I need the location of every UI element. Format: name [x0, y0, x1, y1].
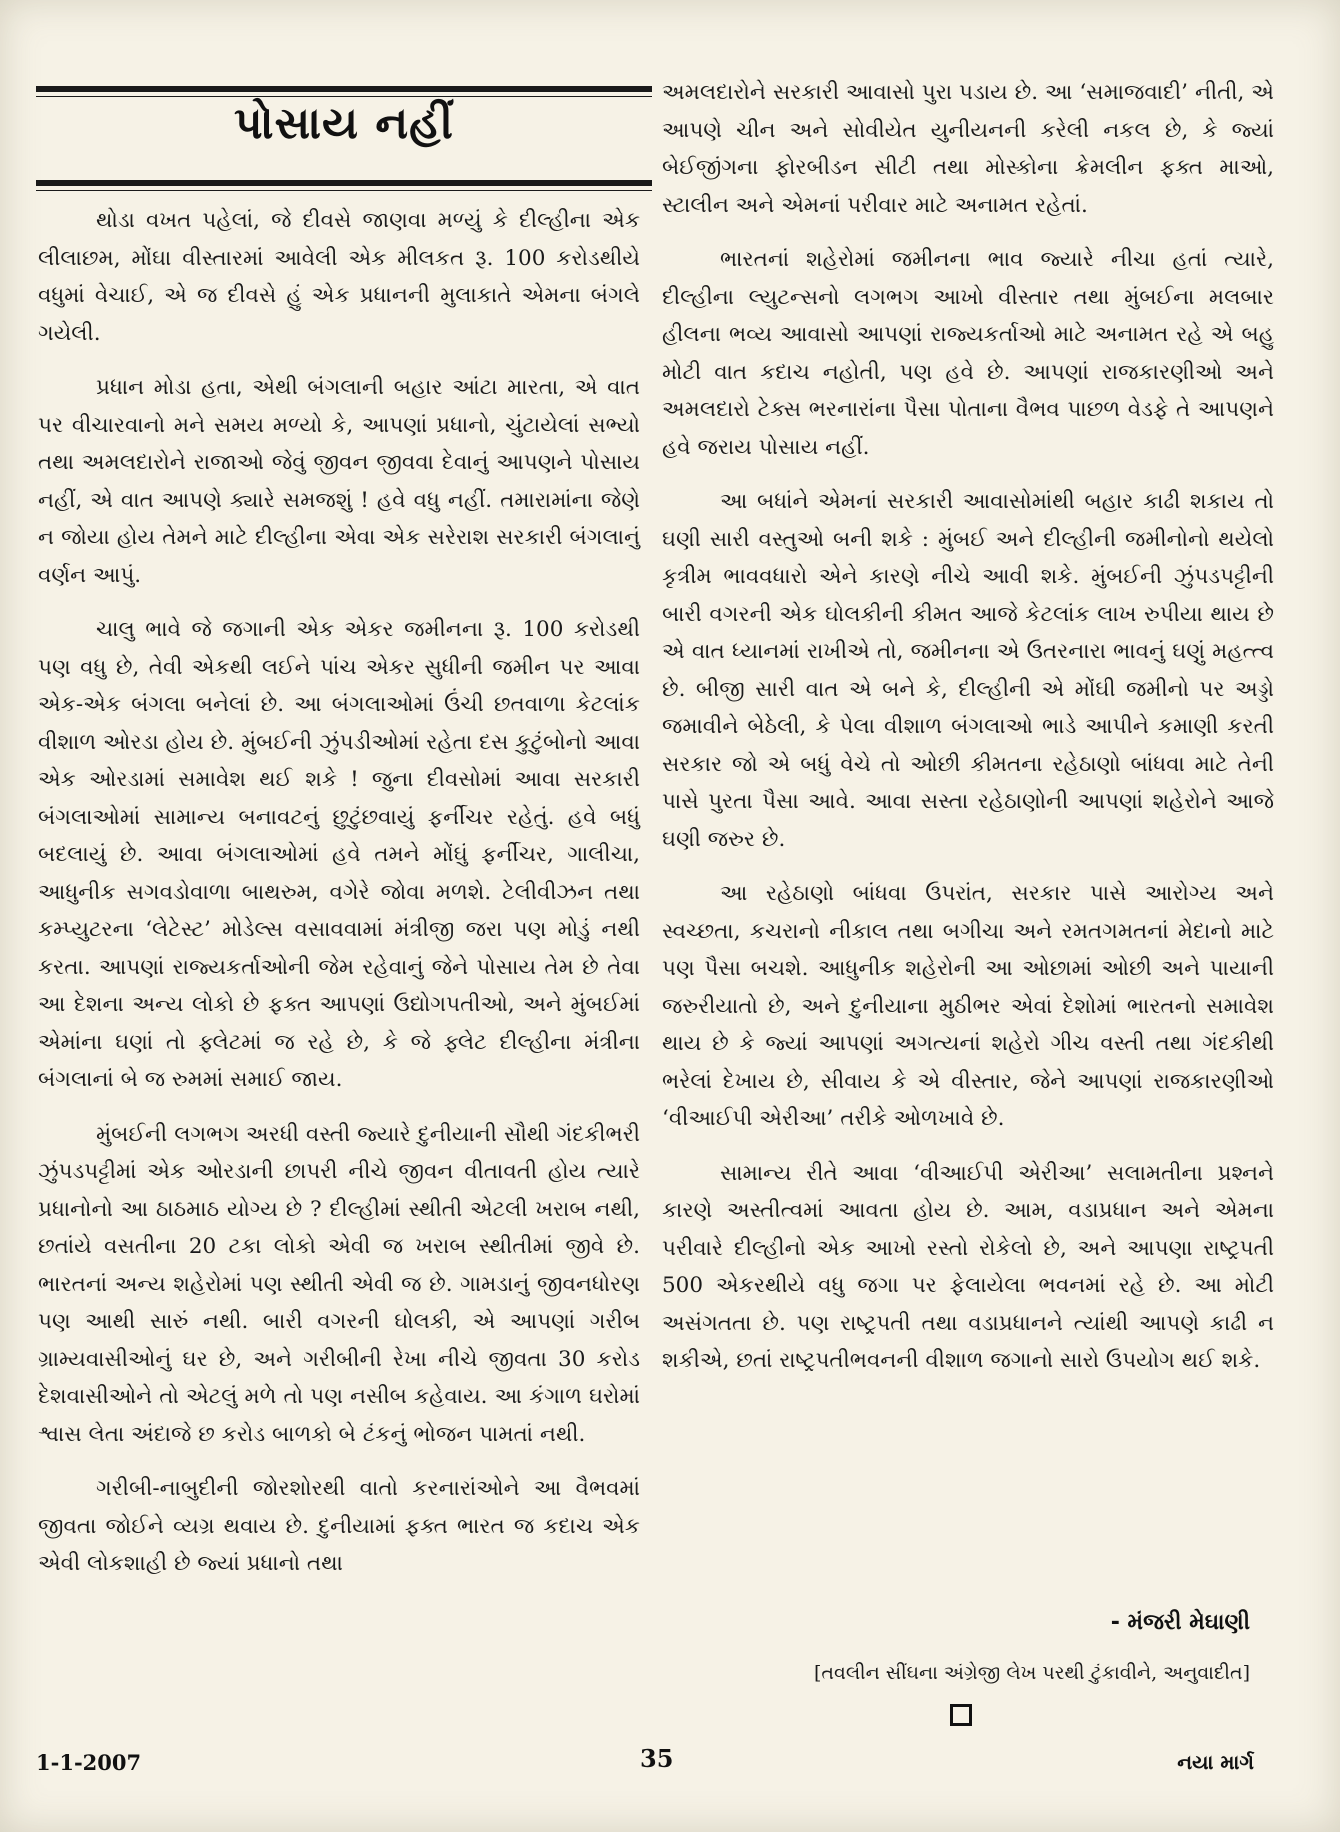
paragraph: ભારતનાં શહેરોમાં જમીનના ભાવ જ્યારે નીચા હતાં ત્યારે, દીલ્હીના લ્યુટન્સનો લગભગ આખો વીસ્તાર તથા મુંબઈના મલબાર હીલના ભવ્ય આવાસો આપણાં રાજ્યકર્તાઓ માટે અનામત રહે એ બહુ મોટી વાત કદાચ નહોતી, પણ હવે છે. આપણાં રાજકારણીઓ અને અમલદારો ટેક્સ ભરનારાંના પૈસા પોતાના વૈભવ પાછળ વેડફે તે આપણને હવે જરાય પોસાય નહીં. — [662, 247, 1274, 460]
footer-date: 1-1-2007 — [36, 1750, 142, 1775]
title-rule-bottom — [36, 180, 652, 186]
paragraph: મુંબઈની લગભગ અરધી વસ્તી જ્યારે દુનીયાની સૌથી ગંદકીભરી ઝુંપડપટ્ટીમાં એક ઓરડાની છાપરી નીચે જીવન વીતાવતી હોય ત્યારે પ્રધાનોનો આ ઠાઠમાઠ યોગ્ય છે ? દીલ્હીમાં સ્થીતી એટલી ખરાબ નથી, છતાંયે વસતીના 20 ટકા લોકો એવી જ ખરાબ સ્થીતીમાં જીવે છે. ભારતનાં અન્ય શહેરોમાં પણ સ્થીતી એવી જ છે. ગામડાનું જીવનધોરણ પણ આથી સારું નથી. બારી વગરની ઘોલકી, એ આપણાં ગરીબ ગ્રામ્યવાસીઓનું ઘર છે, અને ગરીબીની રેખા નીચે જીવતા 30 કરોડ દેશવાસીઓને તો એટલું મળે તો પણ નસીબ કહેવાય. આ કંગાળ ઘરોમાં શ્વાસ લેતા અંદાજે છ કરોડ બાળકો બે ટંકનું ભોજન પામતાં નથી. — [38, 1121, 640, 1447]
paragraph: ચાલુ ભાવે જે જગાની એક એકર જમીનના રૂ. 100 કરોડથી પણ વધુ છે, તેવી એકથી લઈને પાંચ એકર સુધીની જમીન પર આવા એક-એક બંગલા બનેલાં છે. આ બંગલાઓમાં ઉંચી છતવાળા કેટલાંક વીશાળ ઓરડા હોય છે. મુંબઈની ઝુંપડીઓમાં રહેતા દસ કુટુંબોનો આવા એક ઓરડામાં સમાવેશ થઈ શકે ! જુના દીવસોમાં આવા સરકારી બંગલાઓમાં સામાન્ય બનાવટનું છુટુંછવાયું ફર્નીચર રહેતું. હવે બધું બદલાયું છે. આવા બંગલાઓમાં હવે તમને મોંઘું ફર્નીચર, ગાલીચા, આધુનીક સગવડોવાળા બાથરુમ, વગેરે જોવા મળશે. ટેલીવીઝન તથા કમ્પ્યુટરના ‘લેટેસ્ટ’ મોડેલ્સ વસાવવામાં મંત્રીજી જરા પણ મોડું નથી કરતા. આપણાં રાજ્યકર્તાઓની જેમ રહેવાનું જેને પોસાય તેમ છે તેવા આ દેશના અન્ય લોકો છે ફક્ત આપણાં ઉદ્યોગપતીઓ, અને મુંબઈમાં એમાંના ઘણાં તો ફ્લેટમાં જ રહે છે, કે જે ફ્લેટ દીલ્હીના મંત્રીના બંગલાનાં બે જ રુમમાં સમાઈ જાય. — [38, 617, 640, 1092]
article-title: પોસાય નહીં — [234, 98, 454, 149]
paragraph: પ્રધાન મોડા હતા, એથી બંગલાની બહાર આંટા મારતા, એ વાત પર વીચારવાનો મને સમય મળ્યો કે, આપણાં પ્રધાનો, ચુંટાયેલાં સભ્યો તથા અમલદારોને રાજાઓ જેવું જીવન જીવવા દેવાનું આપણને પોસાય નહીં, એ વાત આપણે ક્યારે સમજશું ! હવે વધુ નહીં. તમારામાંના જેણે ન જોયા હોય તેમને માટે દીલ્હીના એવા એક સરેરાશ સરકારી બંગલાનું વર્ણન આપું. — [38, 375, 640, 588]
paragraph: આ રહેઠાણો બાંધવા ઉપરાંત, સરકાર પાસે આરોગ્ય અને સ્વચ્છતા, કચરાનો નીકાલ તથા બગીચા અને રમતગમતનાં મેદાનો માટે પણ પૈસા બચશે. આધુનીક શહેરોની આ ઓછામાં ઓછી અને પાયાની જરુરીયાતો છે, અને દુનીયાના મુઠીભર એવાં દેશોમાં ભારતનો સમાવેશ થાય છે કે જ્યાં આપણાં અગત્યનાં શહેરો ગીચ વસ્તી તથા ગંદકીથી ભરેલાં દેખાય છે, સીવાય કે એ વીસ્તાર, જેને આપણાં રાજકારણીઓ ‘વીઆઈપી એરીઆ’ તરીકે ઓળખાવે છે. — [662, 881, 1274, 1131]
end-of-article-square-icon — [950, 1704, 972, 1726]
page-number: 35 — [640, 1744, 674, 1773]
paragraph: અમલદારોને સરકારી આવાસો પુરા પડાય છે. આ ‘સમાજવાદી’ નીતી, એ આપણે ચીન અને સોવીયેત યુનીયનની કરેલી નકલ છે, કે જ્યાં બેઈજીંગના ફોરબીડન સીટી તથા મોસ્કોના ક્રેમલીન ફક્ત માઓ, સ્ટાલીન અને એમનાં પરીવાર માટે અનામત રહેતાં. — [662, 80, 1274, 218]
source-note: [તવલીન સીંઘના અંગ્રેજી લેખ પરથી ટુંકાવીને, અનુવાદીત] — [813, 1662, 1250, 1684]
paragraph: સામાન્ય રીતે આવા ‘વીઆઈપી એરીઆ’ સલામતીના પ્રશ્નને કારણે અસ્તીત્વમાં આવતા હોય છે. આમ, વડાપ્રધાન અને એમના પરીવારે દીલ્હીનો એક આખો રસ્તો રોકેલો છે, અને આપણા રાષ્ટ્રપતી 500 એકરથીયે વધુ જગા પર ફેલાયેલા ભવનમાં રહે છે. આ મોટી અસંગતતા છે. પણ રાષ્ટ્રપતી તથા વડાપ્રધાનને ત્યાંથી આપણે કાઢી ન શકીએ, છતાં રાષ્ટ્રપતીભવનની વીશાળ જગાનો સારો ઉપયોગ થઈ શકે. — [662, 1160, 1274, 1373]
magazine-name: નયા માર્ગ — [1177, 1750, 1254, 1774]
left-column — [38, 202, 640, 1583]
title-rule-top — [36, 86, 652, 92]
author-byline: - મંજરી મેઘાણી — [1110, 1610, 1250, 1635]
paragraph: ગરીબી-નાબુદીની જોરશોરથી વાતો કરનારાંઓને આ વૈભવમાં જીવતા જોઈને વ્યગ્ર થવાય છે. દુનીયામાં ફક્ત ભારત જ કદાચ એક એવી લોકશાહી છે જ્યાં પ્રધાનો તથા — [38, 1476, 640, 1576]
paragraph: થોડા વખત પહેલાં, જે દીવસે જાણવા મળ્યું કે દીલ્હીના એક લીલાછમ, મોંઘા વીસ્તારમાં આવેલી એક મીલકત રૂ. 100 કરોડથીયે વધુમાં વેચાઈ, એ જ દીવસે હું એક પ્રધાનની મુલાકાતે એમના બંગલે ગયેલી. — [38, 208, 640, 346]
right-column — [662, 74, 1274, 1380]
paragraph: આ બધાંને એમનાં સરકારી આવાસોમાંથી બહાર કાઢી શકાય તો ઘણી સારી વસ્તુઓ બની શકે : મુંબઈ અને દીલ્હીની જમીનોનો થયેલો કૃત્રીમ ભાવવધારો એને કારણે નીચે આવી શકે. મુંબઈની ઝુંપડપટ્ટીની બારી વગરની એક ઘોલકીની કીમત આજે કેટલાંક લાખ રુપીયા થાય છે એ વાત ધ્યાનમાં રાખીએ તો, જમીનના એ ઉતરનારા ભાવનું ઘણું મહત્ત્વ છે. બીજી સારી વાત એ બને કે, દીલ્હીની એ મોંઘી જમીનો પર અડ્ડો જમાવીને બેઠેલી, કે પેલા વીશાળ બંગલાઓ ભાડે આપીને કમાણી કરતી સરકાર જો એ બધું વેચે તો ઓછી કીમતના રહેઠાણો બાંધવા માટે તેની પાસે પુરતા પૈસા આવે. આવા સસ્તા રહેઠાણોની આપણાં શહેરોને આજે ઘણી જરુર છે. — [662, 489, 1274, 852]
